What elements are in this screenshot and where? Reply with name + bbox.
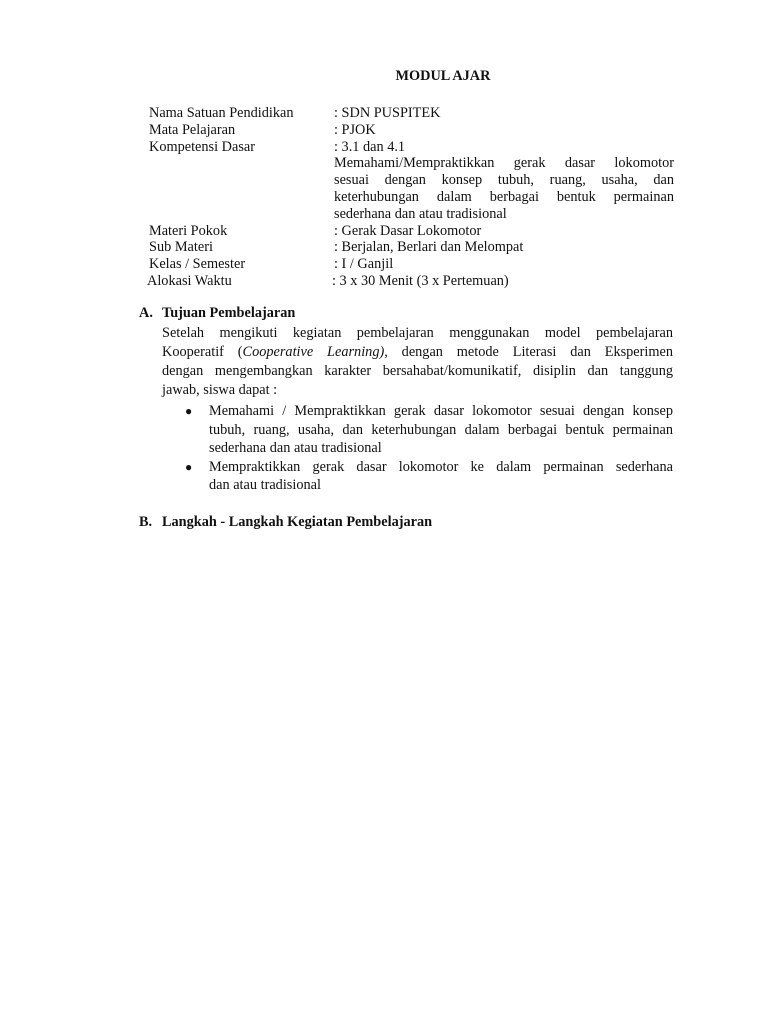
info-row-sub [149, 239, 674, 256]
paragraph-line: dengan mengembangkan karakter bersahabat/komunikatif, disiplin dan tanggung [162, 363, 673, 379]
info-value: : 3 x 30 Menit (3 x Pertemuan) [332, 272, 509, 289]
objective-list [185, 402, 673, 495]
kd-description [149, 155, 674, 222]
section-a-heading [139, 305, 295, 322]
kd-line: Memahami/Mempraktikkan gerak dasar lokomotor [334, 155, 674, 172]
info-value: : Gerak Dasar Lokomotor [334, 222, 482, 239]
info-row-kelas [149, 256, 674, 273]
info-row-alokasi [149, 273, 674, 290]
bullet-icon: ● [185, 459, 193, 474]
section-title: Tujuan Pembelajaran [162, 305, 296, 321]
list-item-line: dan atau tradisional [209, 477, 321, 494]
document-title: MODUL AJAR [395, 68, 491, 84]
kd-line: keterhubungan dalam berbagai bentuk permainan [334, 188, 674, 205]
info-value: : PJOK [334, 121, 376, 138]
kd-line: sederhana dan atau tradisional [334, 205, 507, 222]
info-label: Nama Satuan Pendidikan [149, 105, 294, 121]
paragraph-line: Setelah mengikuti kegiatan pembelajaran menggunakan model pembelajaran [162, 325, 673, 341]
section-number: A. [139, 305, 153, 321]
identity-table [149, 105, 674, 290]
paragraph-line: jawab, siswa dapat : [162, 382, 278, 398]
section-title: Langkah - Langkah Kegiatan Pembelajaran [162, 514, 433, 530]
list-item-text [209, 458, 673, 495]
info-label: Mata Pelajaran [149, 121, 236, 138]
section-b-heading [139, 514, 432, 531]
list-item [185, 402, 673, 458]
section-number: B. [139, 514, 153, 530]
info-label: Kelas / Semester [149, 256, 246, 273]
list-item-text [209, 402, 673, 458]
objective-paragraph [162, 324, 673, 400]
info-row-satuan [149, 105, 674, 122]
info-value: : Berjalan, Berlari dan Melompat [334, 239, 524, 256]
info-value: : I / Ganjil [334, 256, 394, 273]
info-row-mapel [149, 122, 674, 139]
bullet-icon: ● [185, 404, 193, 418]
info-label: Sub Materi [149, 239, 213, 256]
info-value: : 3.1 dan 4.1 [334, 138, 406, 155]
kd-line: sesuai dengan konsep tubuh, ruang, usaha, dan [334, 172, 674, 189]
info-value: : SDN PUSPITEK [334, 105, 441, 121]
paragraph-text: , dengan metode Literasi dan Eksperimen [384, 344, 673, 360]
list-item-line: Mempraktikkan gerak dasar lokomotor ke dalam permainan sederhana [209, 458, 673, 475]
info-row-kd [149, 139, 674, 156]
paragraph-text: Kooperatif ( [162, 344, 243, 360]
paragraph-line [162, 343, 673, 362]
list-item-line: sederhana dan atau tradisional [209, 440, 382, 457]
paragraph-italic-term: Cooperative Learning) [242, 344, 385, 360]
info-label: Materi Pokok [149, 222, 228, 239]
info-label: Alokasi Waktu [147, 272, 232, 289]
info-row-materi [149, 223, 674, 240]
list-item-line: Memahami / Mempraktikkan gerak dasar lokomotor sesuai dengan konsep [209, 403, 673, 419]
info-label: Kompetensi Dasar [149, 138, 256, 155]
list-item-line: tubuh, ruang, usaha, dan keterhubungan dalam berbagai bentuk permainan [209, 421, 673, 438]
list-item [185, 458, 673, 495]
